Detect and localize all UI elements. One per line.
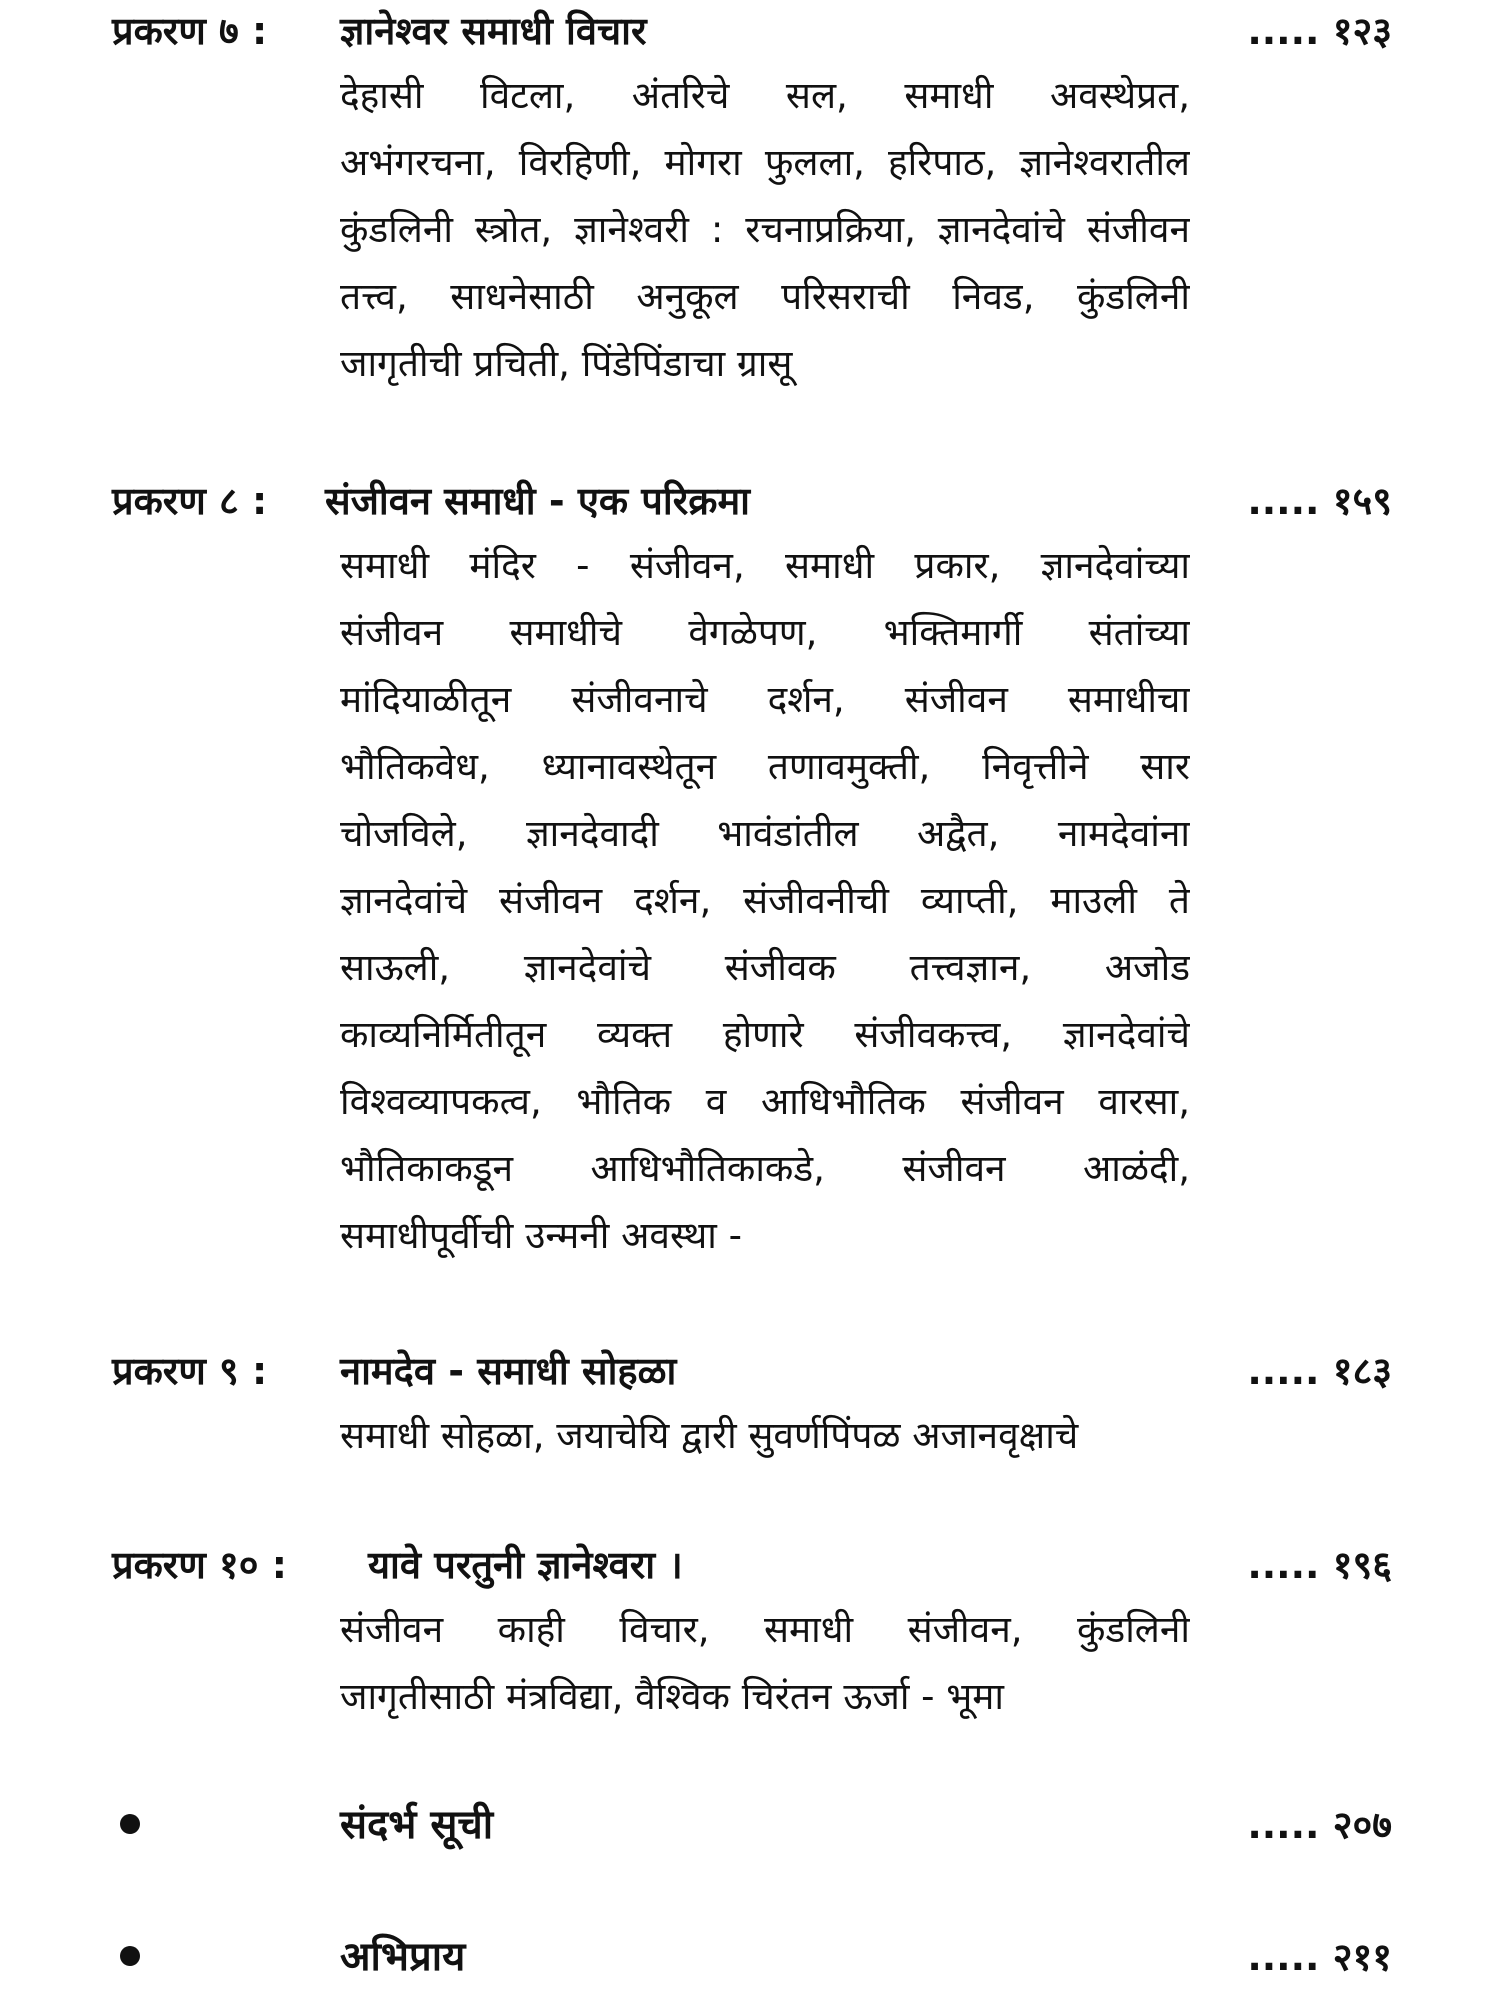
chapter-9-title: नामदेव - समाधी सोहळा: [340, 1349, 677, 1393]
chapter-7-label: प्रकरण ७ :: [112, 9, 268, 53]
chapter-7-entry: [0, 0, 1500, 397]
references-page-number: ..... २०७: [1247, 1803, 1392, 1847]
chapter-9-topics: [340, 1402, 1190, 1469]
topic-line: भौतिकवेध, ध्यानावस्थेतून तणावमुक्ती, निवृत्तीने सार: [340, 745, 1190, 788]
chapter-7-topics: [340, 62, 1190, 397]
chapter-10-label: प्रकरण १० :: [112, 1543, 287, 1587]
topic-line: काव्यनिर्मितीतून व्यक्त होणारे संजीवकत्त्व, ज्ञानदेवांचे: [340, 1013, 1190, 1056]
topic-line: जागृतीची प्रचिती, पिंडेपिंडाचा ग्रासू: [340, 342, 793, 385]
opinions-entry: [0, 1922, 1500, 1992]
topic-line: कुंडलिनी स्त्रोत, ज्ञानेश्वरी : रचनाप्रक्रिया, ज्ञानदेवांचे संजीवन: [340, 208, 1190, 251]
chapter-8-label: प्रकरण ८ :: [112, 479, 268, 523]
chapter-8-page-number: ..... १५९: [1247, 479, 1392, 523]
topic-line: भौतिकाकडून आधिभौतिकाकडे, संजीवन आळंदी,: [340, 1147, 1190, 1190]
chapter-10-title: यावे परतुनी ज्ञानेश्वरा ।: [368, 1543, 683, 1587]
topic-line: मांदियाळीतून संजीवनाचे दर्शन, संजीवन समाधीचा: [340, 678, 1190, 721]
topic-line: समाधी सोहळा, जयाचेयि द्वारी सुवर्णपिंपळ अजानवृक्षाचे: [340, 1414, 1079, 1457]
topic-line: तत्त्व, साधनेसाठी अनुकूल परिसराची निवड, कुंडलिनी: [340, 275, 1190, 318]
topic-line: साऊली, ज्ञानदेवांचे संजीवक तत्त्वज्ञान, अजोड: [340, 946, 1190, 989]
topic-line: संजीवन समाधीचे वेगळेपण, भक्तिमार्गी संतांच्या: [340, 611, 1190, 654]
topic-line: समाधीपूर्वीची उन्मनी अवस्था -: [340, 1214, 742, 1257]
chapter-10-entry: [0, 1534, 1500, 1730]
chapter-10-heading: [0, 1534, 1500, 1596]
chapter-8-title: संजीवन समाधी - एक परिक्रमा: [325, 479, 751, 523]
topic-line: विश्वव्यापकत्व, भौतिक व आधिभौतिक संजीवन वारसा,: [340, 1080, 1190, 1123]
chapter-10-page-number: ..... १९६: [1247, 1543, 1392, 1587]
chapter-8-entry: [0, 470, 1500, 1269]
chapter-8-topics: [340, 532, 1190, 1269]
references-title: संदर्भ सूची: [340, 1802, 494, 1848]
topic-line: ज्ञानदेवांचे संजीवन दर्शन, संजीवनीची व्याप्ती, माउली ते: [340, 879, 1190, 922]
opinions-title: अभिप्राय: [340, 1934, 466, 1980]
references-entry: [0, 1790, 1500, 1860]
chapter-9-page-number: ..... १८३: [1247, 1349, 1392, 1393]
topic-line: जागृतीसाठी मंत्रविद्या, वैश्विक चिरंतन ऊर्जा - भूमा: [340, 1675, 1004, 1718]
bullet-icon: [120, 1814, 140, 1834]
topic-line: समाधी मंदिर - संजीवन, समाधी प्रकार, ज्ञानदेवांच्या: [340, 544, 1190, 587]
topic-line: देहासी विटला, अंतरिचे सल, समाधी अवस्थेप्रत,: [340, 74, 1190, 117]
chapter-7-heading: [0, 0, 1500, 62]
chapter-8-heading: [0, 470, 1500, 532]
opinions-page-number: ..... २११: [1247, 1935, 1392, 1979]
bullet-icon: [120, 1946, 140, 1966]
topic-line: अभंगरचना, विरहिणी, मोगरा फुलला, हरिपाठ, ज्ञानेश्वरातील: [340, 141, 1190, 184]
chapter-9-heading: [0, 1340, 1500, 1402]
topic-line: संजीवन काही विचार, समाधी संजीवन, कुंडलिनी: [340, 1608, 1190, 1651]
chapter-9-label: प्रकरण ९ :: [112, 1349, 268, 1393]
chapter-7-title: ज्ञानेश्वर समाधी विचार: [340, 9, 647, 53]
chapter-7-page-number: ..... १२३: [1247, 9, 1392, 53]
topic-line: चोजविले, ज्ञानदेवादी भावंडांतील अद्वैत, नामदेवांना: [340, 812, 1190, 855]
chapter-10-topics: [340, 1596, 1190, 1730]
chapter-9-entry: [0, 1340, 1500, 1469]
